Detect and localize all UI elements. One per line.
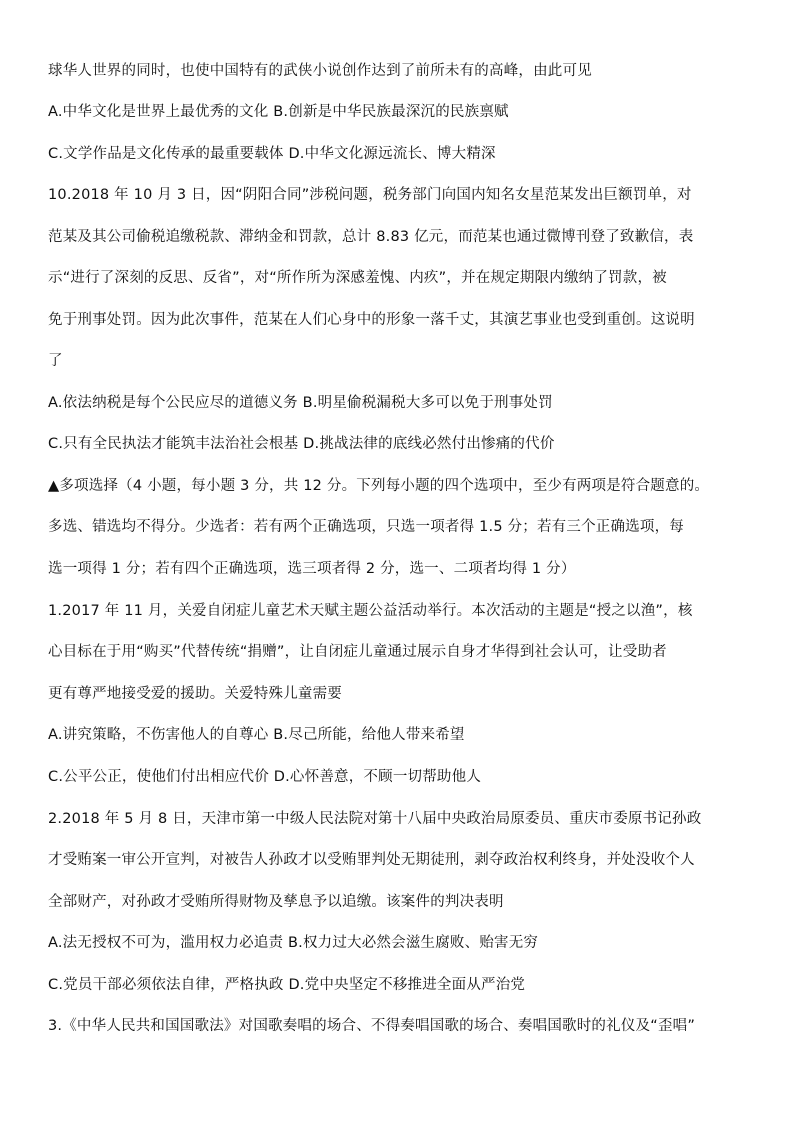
question-2-line: 2.2018 年 5 月 8 日，天津市第一中级人民法院对第十八届中央政治局原委员、重庆市委原书记孙政 <box>48 811 702 827</box>
text-line: 示“进行了深刻的反思、反省”，对“所作所为深感羞愧、内疚”，并在规定期限内缴纳了罚款，被 <box>48 270 667 286</box>
option-line: A.依法纳税是每个公民应尽的道德义务 B.明星偷税漏税大多可以免于刑事处罚 <box>48 395 553 411</box>
text-line: 才受贿案一审公开宣判，对被告人孙政才以受贿罪判处无期徒刑，剥夺政治权利终身，并处没收个人 <box>48 852 695 868</box>
option-line: C.文学作品是文化传承的最重要载体 D.中华文化源远流长、博大精深 <box>48 146 496 162</box>
text-line: 心目标在于用“购买”代替传统“捐赠”，让自闭症儿童通过展示自身才华得到社会认可，让受助者 <box>48 644 667 660</box>
text-line: 选一项得 1 分；若有四个正确选项，选三项者得 2 分，选一、二项者均得 1 分） <box>48 561 576 577</box>
option-line: A.法无授权不可为，滥用权力必追责 B.权力过大必然会滋生腐败、贻害无穷 <box>48 935 539 951</box>
text-line: 多选、错选均不得分。少选者：若有两个正确选项，只选一项者得 1.5 分；若有三个正确选项，每 <box>48 519 684 535</box>
text-line: 更有尊严地接受爱的援助。关爱特殊儿童需要 <box>48 686 342 702</box>
text-line: 球华人世界的同时，也使中国特有的武侠小说创作达到了前所未有的高峰，由此可见 <box>48 63 592 79</box>
option-line: A.讲究策略，不伤害他人的自尊心 B.尽己所能，给他人带来希望 <box>48 727 465 743</box>
question-3-line: 3.《中华人民共和国国歌法》对国歌奏唱的场合、不得奏唱国歌的场合、奏唱国歌时的礼仪及“歪唱” <box>48 1018 696 1034</box>
option-line: C.党员干部必须依法自律，严格执政 D.党中央坚定不移推进全面从严治党 <box>48 977 526 993</box>
text-line: 全部财产，对孙政才受贿所得财物及孳息予以追缴。该案件的判决表明 <box>48 894 504 910</box>
option-line: C.只有全民执法才能筑丰法治社会根基 D.挑战法律的底线必然付出惨痛的代价 <box>48 436 555 452</box>
text-line: 免于刑事处罚。因为此次事件，范某在人们心身中的形象一落千丈，其演艺事业也受到重创。这说明 <box>48 312 695 328</box>
question-1-line: 1.2017 年 11 月，关爱自闭症儿童艺术天赋主题公益活动举行。本次活动的主题是“授之以渔”，核 <box>48 603 693 619</box>
section-heading: ▲多项选择（4 小题，每小题 3 分，共 12 分。下列每小题的四个选项中，至少有两项是符合题意的。 <box>48 478 710 494</box>
option-line: A.中华文化是世界上最优秀的文化 B.创新是中华民族最深沉的民族禀赋 <box>48 104 509 120</box>
text-line: 范某及其公司偷税追缴税款、滞纳金和罚款，总计 8.83 亿元，而范某也通过微博刊登了致歉信，表 <box>48 229 694 245</box>
option-line: C.公平公正，使他们付出相应代价 D.心怀善意，不顾一切帮助他人 <box>48 769 482 785</box>
question-10-line: 10.2018 年 10 月 3 日，因“阴阳合同”涉税问题，税务部门向国内知名女星范某发出巨额罚单，对 <box>48 187 692 203</box>
text-line: 了 <box>48 353 63 369</box>
